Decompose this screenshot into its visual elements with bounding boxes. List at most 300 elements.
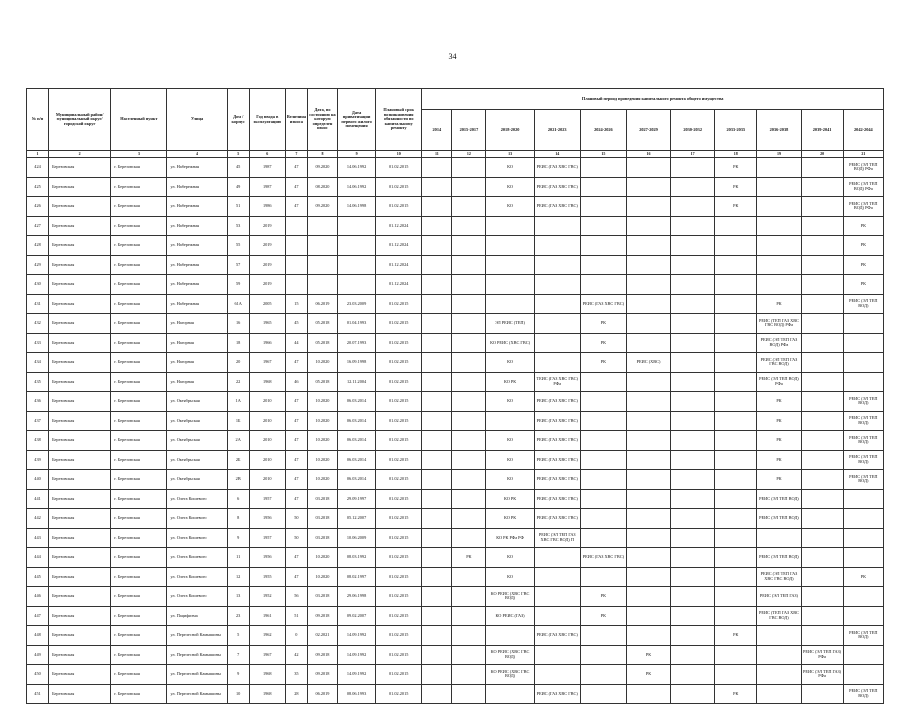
table-cell (422, 411, 452, 431)
table-cell (715, 333, 757, 353)
table-cell: Березовская (49, 275, 111, 295)
table-cell (801, 489, 843, 509)
table-cell: г. Березовская (111, 489, 167, 509)
table-cell: Березовская (49, 489, 111, 509)
table-cell (422, 314, 452, 334)
table-cell: 2019 (249, 236, 285, 256)
column-number: 7 (285, 151, 307, 158)
column-number: 14 (534, 151, 580, 158)
table-cell (843, 353, 883, 373)
table-cell: г. Березовская (111, 236, 167, 256)
table-cell: 47 (285, 177, 307, 197)
table-cell: 01.12.2024 (376, 216, 422, 236)
table-cell: 1А (227, 392, 249, 412)
table-cell: 16 (227, 314, 249, 334)
table-cell: РЕИС (ЭЛ ТЕП ГАЗ) РФа (801, 665, 843, 685)
table-cell (452, 255, 486, 275)
table-cell: 09.2018 (307, 606, 337, 626)
table-cell: 23.03.2009 (338, 294, 376, 314)
table-cell: Березовская (49, 216, 111, 236)
table-cell: г. Березовская (111, 626, 167, 646)
table-cell: 01.02.2015 (376, 314, 422, 334)
header-survey-date: Дата, по состоянию на которую определен износ (307, 89, 337, 151)
table-cell: 01.02.2015 (376, 489, 422, 509)
table-cell: РЕИС (ГАЗ ХВС ГВС) (534, 411, 580, 431)
table-cell: РЕИС (ЭЛ ТЕП ВОД) (757, 509, 801, 529)
table-cell: 06.2019 (307, 684, 337, 704)
table-cell: 443 (27, 528, 49, 548)
table-cell (843, 645, 883, 665)
table-cell (801, 275, 843, 295)
header-period: 2018-2020 (486, 110, 534, 151)
table-cell: 01.02.2015 (376, 626, 422, 646)
table-cell: г. Березовская (111, 509, 167, 529)
table-cell (422, 255, 452, 275)
table-cell: 1968 (249, 665, 285, 685)
table-cell: 09.2018 (307, 665, 337, 685)
table-cell (671, 158, 715, 178)
table-cell: 51 (227, 197, 249, 217)
table-cell: РЕИС (ГАЗ ХВС ГВС) (534, 158, 580, 178)
table-cell: 47 (285, 411, 307, 431)
table-cell: Березовская (49, 645, 111, 665)
table-cell (534, 606, 580, 626)
table-cell (580, 216, 626, 236)
table-cell (801, 392, 843, 412)
table-body (27, 158, 884, 704)
table-cell: 438 (27, 431, 49, 451)
table-cell: Березовская (49, 236, 111, 256)
table-cell (580, 177, 626, 197)
table-cell: КО РЕИС (ХВС ГВС ВОД) (486, 665, 534, 685)
table-cell (534, 255, 580, 275)
table-cell: г. Березовская (111, 255, 167, 275)
table-cell: 1957 (249, 528, 285, 548)
table-cell (422, 567, 452, 587)
table-cell: 57 (227, 255, 249, 275)
table-cell: 47 (285, 158, 307, 178)
table-cell: 29.09.1997 (338, 489, 376, 509)
table-cell: г. Березовская (111, 216, 167, 236)
table-cell: 28 (285, 684, 307, 704)
table-cell: г. Березовская (111, 645, 167, 665)
table-cell: РК (715, 158, 757, 178)
table-cell: 61А (227, 294, 249, 314)
table-cell: 47 (285, 353, 307, 373)
table-cell: КО РК РФа РФ (486, 528, 534, 548)
table-cell: 430 (27, 275, 49, 295)
table-cell (422, 665, 452, 685)
header-period: 2027-2029 (626, 110, 670, 151)
table-cell: Березовская (49, 665, 111, 685)
table-cell (307, 216, 337, 236)
table-cell (715, 489, 757, 509)
table-cell: РЕИС (ГАЗ ХВС ГВС) (534, 431, 580, 451)
table-cell: 05.2018 (307, 372, 337, 392)
table-cell: 6 (227, 489, 249, 509)
table-cell: РЕИС (ЭЛ ТЕП ВОД) РФа (843, 197, 883, 217)
header-period: 2036-2038 (757, 110, 801, 151)
table-cell: 432 (27, 314, 49, 334)
table-cell (422, 606, 452, 626)
table-cell: 09.2018 (307, 645, 337, 665)
table-cell (801, 606, 843, 626)
table-cell (843, 314, 883, 334)
table-cell (486, 411, 534, 431)
table-cell (715, 431, 757, 451)
table-cell (534, 275, 580, 295)
table-cell (715, 372, 757, 392)
table-cell: 12 (227, 567, 249, 587)
table-cell: г. Березовская (111, 353, 167, 373)
table-cell: 1957 (249, 489, 285, 509)
table-header (27, 89, 884, 158)
table-row (27, 392, 884, 412)
table-cell (307, 255, 337, 275)
table-row (27, 333, 884, 353)
table-cell (452, 489, 486, 509)
table-cell (801, 626, 843, 646)
table-cell: Березовская (49, 587, 111, 607)
table-cell: г. Березовская (111, 528, 167, 548)
column-number: 10 (376, 151, 422, 158)
table-cell (580, 665, 626, 685)
table-cell: 451 (27, 684, 49, 704)
table-cell (801, 567, 843, 587)
table-cell (422, 431, 452, 451)
table-cell: 2010 (249, 392, 285, 412)
table-cell (626, 255, 670, 275)
table-cell (715, 509, 757, 529)
table-cell (422, 509, 452, 529)
table-cell: 2010 (249, 411, 285, 431)
table-cell: РК (580, 314, 626, 334)
table-cell (486, 626, 534, 646)
table-cell: 20 (227, 353, 249, 373)
table-cell (534, 236, 580, 256)
table-cell: Березовская (49, 509, 111, 529)
table-cell (757, 255, 801, 275)
table-cell (757, 626, 801, 646)
table-cell: 01.02.2015 (376, 197, 422, 217)
table-cell: ул. Набережная (167, 294, 227, 314)
table-cell: Березовская (49, 567, 111, 587)
header-period: 2021-2023 (534, 110, 580, 151)
column-number: 2 (49, 151, 111, 158)
table-cell (801, 255, 843, 275)
table-cell (452, 411, 486, 431)
column-number: 19 (757, 151, 801, 158)
table-cell: 9 (227, 528, 249, 548)
table-cell: РК (580, 606, 626, 626)
table-cell: РК (757, 392, 801, 412)
table-cell (626, 236, 670, 256)
table-cell: ул. Набережная (167, 197, 227, 217)
table-cell: 14.09.1992 (338, 626, 376, 646)
table-cell (671, 236, 715, 256)
table-cell (580, 411, 626, 431)
table-cell: 1956 (249, 509, 285, 529)
table-cell: 1962 (249, 626, 285, 646)
table-cell (580, 158, 626, 178)
table-cell: РК (626, 645, 670, 665)
table-cell: 55 (227, 236, 249, 256)
table-cell: РЕИС (ЭЛ ТЕП ГАЗ ХВС ГВС ВОД) П (534, 528, 580, 548)
header-house: Дом / корпус (227, 89, 249, 151)
table-cell: РЕИС (ЭЛ ТЕП ВОД) (757, 548, 801, 568)
table-cell: 427 (27, 216, 49, 236)
table-cell (534, 548, 580, 568)
table-cell (486, 684, 534, 704)
table-cell: РК (843, 567, 883, 587)
table-cell: 09.2020 (307, 197, 337, 217)
table-cell (715, 411, 757, 431)
table-cell (452, 216, 486, 236)
table-cell (422, 528, 452, 548)
table-cell: РК (715, 684, 757, 704)
table-cell: 442 (27, 509, 49, 529)
table-cell: г. Березовская (111, 392, 167, 412)
header-period: 2015-2017 (452, 110, 486, 151)
table-cell (671, 587, 715, 607)
table-cell: 445 (27, 567, 49, 587)
table-cell (843, 665, 883, 685)
table-cell: 2В (227, 470, 249, 490)
table-cell (534, 587, 580, 607)
column-number: 15 (580, 151, 626, 158)
table-cell (534, 216, 580, 236)
table-cell: 06.03.2014 (338, 431, 376, 451)
table-cell: 434 (27, 353, 49, 373)
table-cell (580, 275, 626, 295)
table-cell: РК (757, 450, 801, 470)
table-cell: 435 (27, 372, 49, 392)
table-cell (715, 528, 757, 548)
column-number: 11 (422, 151, 452, 158)
table-cell (626, 392, 670, 412)
table-cell (801, 236, 843, 256)
table-cell: РЕИС (ЭЛ ТЕП ВОД) (843, 626, 883, 646)
table-cell: 01.02.2015 (376, 353, 422, 373)
table-cell: г. Березовская (111, 548, 167, 568)
table-cell: 1955 (249, 567, 285, 587)
table-cell: РК (843, 275, 883, 295)
table-cell (307, 275, 337, 295)
table-cell (626, 294, 670, 314)
table-cell: КО (486, 567, 534, 587)
table-cell (801, 294, 843, 314)
column-number: 13 (486, 151, 534, 158)
table-cell: Березовская (49, 528, 111, 548)
table-cell (452, 431, 486, 451)
table-cell (671, 684, 715, 704)
table-cell (715, 255, 757, 275)
table-cell (534, 567, 580, 587)
table-cell: ул. Нагорная (167, 353, 227, 373)
table-cell (626, 567, 670, 587)
table-cell: 01.02.2015 (376, 177, 422, 197)
table-cell (715, 216, 757, 236)
table-cell: 09.2020 (307, 158, 337, 178)
table-cell (580, 255, 626, 275)
table-cell: 01.02.2015 (376, 431, 422, 451)
table-cell (422, 294, 452, 314)
table-row (27, 255, 884, 275)
table-cell (757, 177, 801, 197)
table-cell: РК (715, 626, 757, 646)
table-cell: ул. Набережная (167, 177, 227, 197)
table-cell: 09.02.2007 (338, 606, 376, 626)
table-cell: 01.02.2015 (376, 606, 422, 626)
column-number: 1 (27, 151, 49, 158)
table-cell (757, 197, 801, 217)
table-row (27, 431, 884, 451)
table-cell (452, 567, 486, 587)
table-cell (715, 392, 757, 412)
table-cell: 01.02.2015 (376, 548, 422, 568)
table-cell (534, 645, 580, 665)
table-cell: Березовская (49, 626, 111, 646)
table-cell: 01.02.2015 (376, 372, 422, 392)
table-cell: Березовская (49, 392, 111, 412)
table-cell (671, 665, 715, 685)
table-cell: РК (757, 411, 801, 431)
table-cell (452, 587, 486, 607)
table-row (27, 197, 884, 217)
table-cell: 01.02.2015 (376, 392, 422, 412)
table-cell: 10.2020 (307, 392, 337, 412)
table-cell: 01.02.2015 (376, 333, 422, 353)
table-cell (422, 158, 452, 178)
column-number: 3 (111, 151, 167, 158)
page-number: 34 (448, 52, 457, 61)
table-cell (671, 606, 715, 626)
table-cell: 2019 (249, 216, 285, 236)
table-cell: КО (486, 450, 534, 470)
table-cell (422, 626, 452, 646)
table-cell (801, 509, 843, 529)
table-cell: 08.02.1997 (338, 567, 376, 587)
table-cell: РЕИС (ЭЛ ТЕП ГАЗ ХВС ГВС ВОД) (757, 567, 801, 587)
table-cell (338, 255, 376, 275)
table-cell (422, 216, 452, 236)
table-cell (422, 353, 452, 373)
table-cell: г. Березовская (111, 431, 167, 451)
table-cell: 50 (285, 528, 307, 548)
table-cell: 431 (27, 294, 49, 314)
table-cell: 425 (27, 177, 49, 197)
table-cell: РЕИС (ЭЛ ТЕП ВОД) (843, 294, 883, 314)
table-cell (671, 450, 715, 470)
table-cell (715, 294, 757, 314)
table-cell: 01.02.2015 (376, 509, 422, 529)
table-cell: 01.02.2015 (376, 411, 422, 431)
table-cell: 14.09.1992 (338, 665, 376, 685)
table-row (27, 470, 884, 490)
table-cell (671, 528, 715, 548)
table-cell (580, 489, 626, 509)
table-cell: г. Березовская (111, 470, 167, 490)
table-cell (486, 216, 534, 236)
table-cell: 10.06.2009 (338, 528, 376, 548)
table-cell: ул. Олега Кошевого (167, 509, 227, 529)
table-cell (801, 314, 843, 334)
table-cell: ул. Октябрьская (167, 470, 227, 490)
table-cell (715, 450, 757, 470)
table-cell: 01.02.2015 (376, 528, 422, 548)
table-cell: РК (843, 216, 883, 236)
table-cell: г. Березовская (111, 294, 167, 314)
table-cell (534, 314, 580, 334)
table-cell: Березовская (49, 450, 111, 470)
table-cell: РЕИС (ТЕП ГАЗ ХВС ГВС ВОД) РФа (757, 314, 801, 334)
table-cell: 03.2018 (307, 528, 337, 548)
table-cell: 450 (27, 665, 49, 685)
table-cell: 08.06.1993 (338, 684, 376, 704)
table-cell (486, 294, 534, 314)
table-cell: РЕИС (ЭЛ ТЕП ВОД) РФа (843, 158, 883, 178)
table-cell: 06.03.2014 (338, 411, 376, 431)
table-cell (626, 314, 670, 334)
table-cell: 440 (27, 470, 49, 490)
table-cell: ул. Набережная (167, 158, 227, 178)
table-cell: РЕИС (ЭЛ ТЕП ГАЗ ГВС ВОД) (757, 353, 801, 373)
table-cell: ул. Набережная (167, 216, 227, 236)
table-cell: ул. Перелесной Камышины (167, 645, 227, 665)
table-cell: 03.2018 (307, 489, 337, 509)
table-cell: г. Березовская (111, 606, 167, 626)
table-cell (452, 645, 486, 665)
table-cell: 10.2020 (307, 353, 337, 373)
table-cell: 01.02.2015 (376, 587, 422, 607)
table-cell (307, 236, 337, 256)
table-cell (626, 333, 670, 353)
table-cell: 1Б (227, 411, 249, 431)
table-cell: Березовская (49, 294, 111, 314)
table-cell (452, 333, 486, 353)
table-cell: ул. Октябрьская (167, 431, 227, 451)
table-cell: Березовская (49, 411, 111, 431)
header-period: 2039-2041 (801, 110, 843, 151)
table-cell: РК (715, 197, 757, 217)
table-cell: 47 (285, 548, 307, 568)
table-cell (715, 236, 757, 256)
table-cell: РК (580, 353, 626, 373)
table-cell: РК (715, 177, 757, 197)
table-cell: 06.03.2014 (338, 450, 376, 470)
table-cell (715, 645, 757, 665)
table-cell: РЕИС (ГАЗ ХВС ГВС) (534, 450, 580, 470)
table-cell: РЕИС (ЭЛ ТЕП ГАЗ) РФа (801, 645, 843, 665)
table-cell: РЕИС (ЭЛ ТЕП ВОД) (843, 470, 883, 490)
table-row (27, 645, 884, 665)
table-cell (626, 528, 670, 548)
table-cell: 46 (285, 372, 307, 392)
table-cell (422, 470, 452, 490)
table-cell (580, 450, 626, 470)
table-cell (452, 684, 486, 704)
table-cell (452, 197, 486, 217)
table-cell: Березовская (49, 333, 111, 353)
table-cell: 2010 (249, 450, 285, 470)
table-cell: 08.2020 (307, 177, 337, 197)
table-cell: Березовская (49, 372, 111, 392)
table-cell: г. Березовская (111, 587, 167, 607)
table-cell (422, 275, 452, 295)
table-cell (580, 645, 626, 665)
table-cell: 10.2020 (307, 548, 337, 568)
table-row (27, 684, 884, 704)
